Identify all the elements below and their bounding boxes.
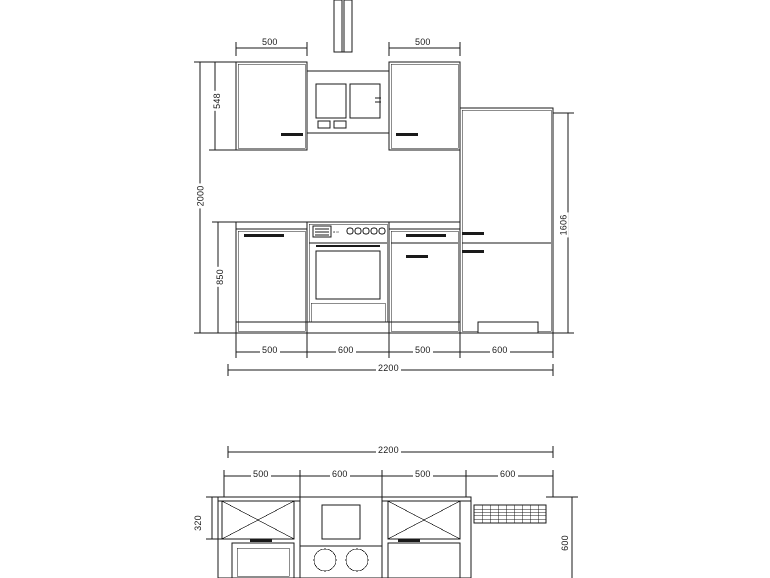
upper-cabinet-right bbox=[389, 62, 460, 150]
dim-bottom-500-a: 500 bbox=[262, 345, 278, 355]
plan-grille bbox=[474, 505, 546, 523]
base-cabinet-right bbox=[389, 229, 460, 333]
dim-850: 850 bbox=[214, 269, 225, 285]
dim-bottom-600-b: 600 bbox=[492, 345, 508, 355]
dim-top-left-500: 500 bbox=[262, 37, 278, 47]
dim-548: 548 bbox=[211, 93, 222, 109]
dim-plan-overall-2200: 2200 bbox=[378, 445, 399, 455]
base-cabinet-left bbox=[236, 229, 307, 333]
dim-plan-500-b: 500 bbox=[415, 469, 431, 479]
dim-plan-320: 320 bbox=[192, 515, 203, 531]
svg-text:o o: o o bbox=[333, 229, 339, 234]
dim-elevation-overall-2200: 2200 bbox=[378, 363, 399, 373]
dim-2000: 2000 bbox=[195, 185, 206, 207]
dim-plan-600-right: 600 bbox=[559, 535, 570, 551]
plan-cooker bbox=[300, 497, 382, 578]
hood-body bbox=[307, 71, 389, 133]
dim-plan-600-a: 600 bbox=[332, 469, 348, 479]
dim-plan-600-b: 600 bbox=[500, 469, 516, 479]
dim-bottom-600-a: 600 bbox=[338, 345, 354, 355]
dim-top-right-500: 500 bbox=[415, 37, 431, 47]
dim-plan-500-a: 500 bbox=[253, 469, 269, 479]
dim-1606: 1606 bbox=[558, 214, 569, 236]
cooker-range bbox=[307, 222, 389, 333]
upper-cabinet-left bbox=[236, 62, 307, 150]
dim-bottom-500-b: 500 bbox=[415, 345, 431, 355]
extractor-hood bbox=[334, 0, 352, 52]
tall-unit bbox=[460, 108, 553, 333]
